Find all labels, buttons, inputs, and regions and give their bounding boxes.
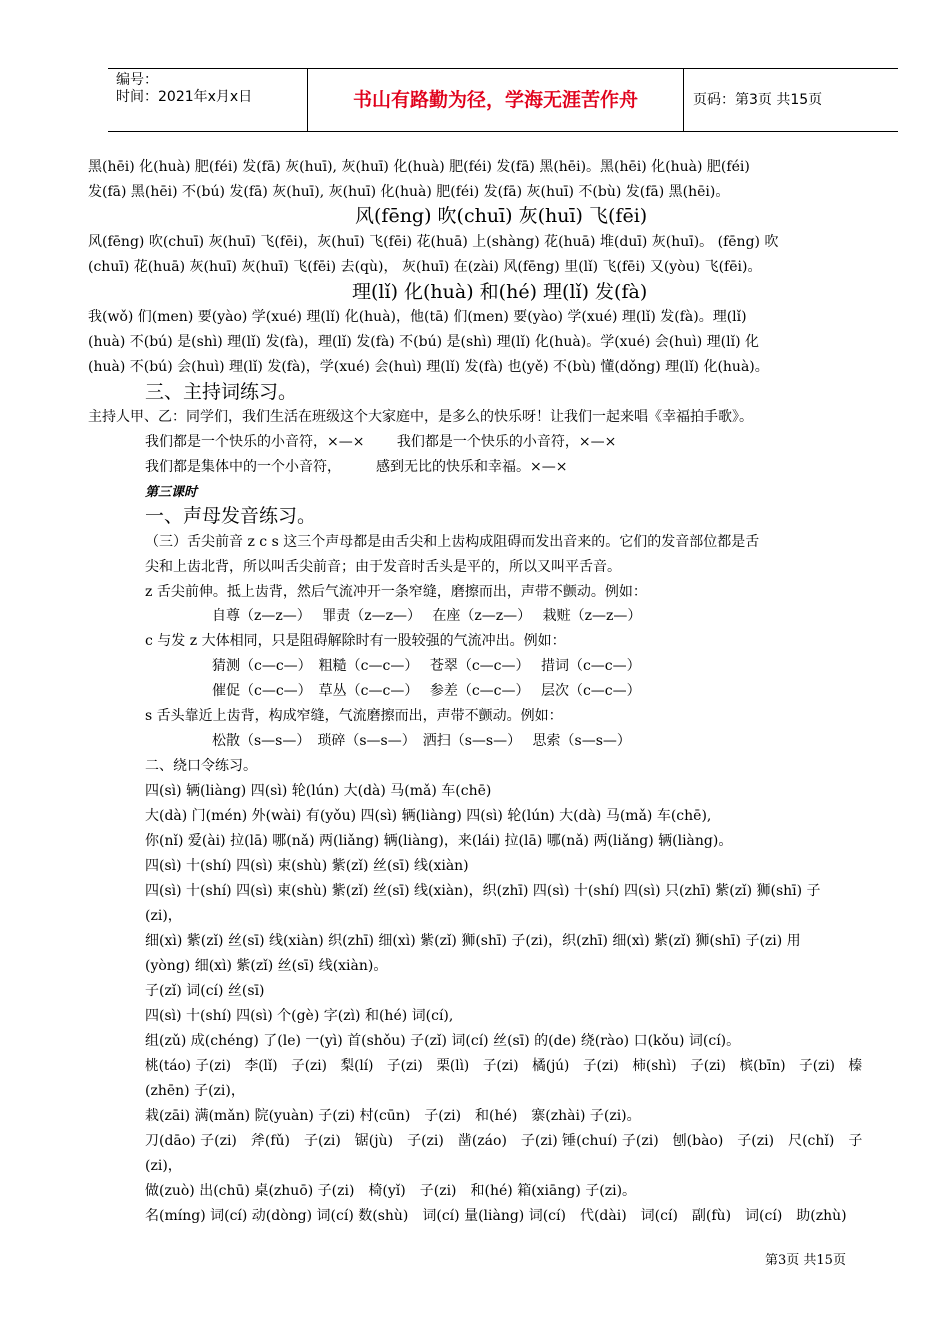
body-line: 我们都是集体中的一个小音符， 感到无比的快乐和幸福。×—× (145, 459, 568, 475)
body-line: (yòng) 细(xì) 紫(zǐ) 丝(sī) 线(xiàn)。 (145, 958, 388, 974)
body-line: 名(míng) 词(cí) 动(dòng) 词(cí) 数(shù) 词(cí) 量(liàng) 词(cí) 代(dài) 词(cí) 副(fù) 词(cí) 助(zhù) (145, 1208, 847, 1224)
body-line: 主持人甲、乙：同学们，我们生活在班级这个大家庭中，是多么的快乐呀！让我们一起来唱《幸福拍手歌》。 (88, 409, 753, 425)
section-title: 风(fēng) 吹(chuī) 灰(huī) 飞(fēi) (355, 205, 648, 227)
number-label: 编号： (116, 72, 158, 88)
header-motto: 书山有路勤为径，学海无涯苦作舟 (308, 69, 684, 131)
example-line: 猜测（c—c—） 粗糙（c—c—） 苍翠（c—c—） 措词（c—c—） (212, 658, 641, 674)
body-line: 刀(dāo) 子(zi) 斧(fǔ) 子(zi) 锯(jù) 子(zi) 凿(záo) 子(zi) 锤(chuí) 子(zi) 刨(bào) 子(zi) 尺(chǐ) 子 (145, 1133, 863, 1149)
section-heading: 二、绕口令练习。 (145, 758, 257, 774)
body-line: (zi)， (145, 1158, 182, 1174)
header-page-label: 页码：第3页 共15页 (693, 92, 823, 108)
body-line: 做(zuò) 出(chū) 桌(zhuō) 子(zi) 椅(yǐ) 子(zi) 和(hé) 箱(xiāng) 子(zi)。 (145, 1183, 637, 1199)
body-line: 四(sì) 辆(liàng) 四(sì) 轮(lún) 大(dà) 马(mǎ) 车(chē) (145, 783, 492, 799)
body-line: 我们都是一个快乐的小音符，×—× 我们都是一个快乐的小音符，×—× (145, 434, 617, 450)
body-line: 子(zǐ) 词(cí) 丝(sī) (145, 983, 265, 999)
body-line: s 舌头靠近上齿背，构成窄缝，气流磨擦而出，声带不颤动。例如： (145, 708, 563, 724)
body-line: 桃(táo) 子(zi) 李(lǐ) 子(zi) 梨(lí) 子(zi) 栗(lì) 子(zi) 橘(jú) 子(zi) 柿(shì) 子(zi) 槟(bīn) 子(zi) 榛 (145, 1058, 863, 1074)
section-heading: 一、声母发音练习。 (145, 505, 317, 527)
body-line: (zhēn) 子(zi)， (145, 1083, 245, 1099)
example-line: 催促（c—c—） 草丛（c—c—） 参差（c—c—） 层次（c—c—） (212, 683, 641, 699)
body-line: 尖和上齿北背，所以叫舌尖前音；由于发音时舌头是平的，所以又叫平舌音。 (145, 559, 621, 575)
body-line: (huà) 不(bú) 是(shì) 理(lǐ) 发(fà)，理(lǐ) 发(fà) 不(bú) 是(shì) 理(lǐ) 化(huà)。学(xué) 会(huì) 理(lǐ) 化 (88, 334, 759, 350)
body-line: 细(xì) 紫(zǐ) 丝(sī) 线(xiàn) 织(zhī) 细(xì) 紫(zǐ) 狮(shī) 子(zi)，织(zhī) 细(xì) 紫(zǐ) 狮(shī) 子(zi) 用 (145, 933, 801, 949)
body-line: 我(wǒ) 们(men) 要(yào) 学(xué) 理(lǐ) 化(huà)，他(tā) 们(men) 要(yào) 学(xué) 理(lǐ) 发(fà)。理(lǐ) (88, 309, 747, 325)
document-header (108, 68, 898, 132)
lesson-heading: 第三课时 (145, 485, 198, 500)
section-heading: 三、主持词练习。 (145, 381, 298, 403)
body-line: 大(dà) 门(mén) 外(wài) 有(yǒu) 四(sì) 辆(liàng) 四(sì) 轮(lún) 大(dà) 马(mǎ) 车(chē), (145, 808, 712, 824)
body-line: 栽(zāi) 满(mǎn) 院(yuàn) 子(zi) 村(cūn) 子(zi) 和(hé) 寨(zhài) 子(zi)。 (145, 1108, 641, 1124)
body-line: z 舌尖前伸。抵上齿背，然后气流冲开一条窄缝，磨擦而出，声带不颤动。例如： (145, 584, 647, 600)
example-line: 松散（s—s—） 琐碎（s—s—） 洒扫（s—s—） 思索（s—s—） (212, 733, 631, 749)
page-footer: 第3页 共15页 (765, 1253, 846, 1268)
body-line: 组(zǔ) 成(chéng) 了(le) 一(yì) 首(shǒu) 子(zǐ) 词(cí) 丝(sī) 的(de) 绕(rào) 口(kǒu) 词(cí)。 (145, 1033, 741, 1049)
body-line: （三）舌尖前音 z c s 这三个声母都是由舌尖和上齿构成阻碍而发出音来的。它们的发音部位都是舌 (145, 534, 760, 550)
body-line: 四(sì) 十(shí) 四(sì) 束(shù) 紫(zǐ) 丝(sī) 线(xiàn)，织(zhī) 四(sì) 十(shí) 四(sì) 只(zhī) 紫(zǐ) 狮(shī) 子 (145, 883, 821, 899)
body-line: 黑(hēi) 化(huà) 肥(féi) 发(fā) 灰(huī), 灰(huī) 化(huà) 肥(féi) 发(fā) 黑(hēi)。黑(hēi) 化(huà) 肥(féi) (88, 159, 750, 175)
body-line: (chuī) 花(huā) 灰(huī) 灰(huī) 飞(fēi) 去(qù)， 灰(huī) 在(zài) 风(fēng) 里(lǐ) 飞(fēi) 又(yòu) 飞(fēi)。 (88, 259, 762, 275)
example-line: 自尊（z—z—） 罪责（z—z—） 在座（z—z—） 栽赃（z—z—） (212, 608, 642, 624)
body-line: (huà) 不(bú) 会(huì) 理(lǐ) 发(fà)，学(xué) 会(huì) 理(lǐ) 发(fà) 也(yě) 不(bù) 懂(dǒng) 理(lǐ) 化(huà)。 (88, 359, 769, 375)
body-line: (zi)， (145, 908, 182, 924)
body-line: 四(sì) 十(shí) 四(sì) 束(shù) 紫(zǐ) 丝(sī) 线(xiàn) (145, 858, 469, 874)
body-line: c 与发 z 大体相同，只是阻碍解除时有一股较强的气流冲出。例如： (145, 633, 566, 649)
date-label: 时间：2021年x月x日 (116, 89, 253, 105)
body-line: 发(fā) 黑(hēi) 不(bú) 发(fā) 灰(huī), 灰(huī) 化(huà) 肥(féi) 发(fā) 灰(huī) 不(bù) 发(fā) 黑(hēi)。 (88, 184, 730, 200)
section-title: 理(lǐ) 化(huà) 和(hé) 理(lǐ) 发(fà) (352, 281, 648, 303)
body-line: 你(nǐ) 爱(ài) 拉(lā) 哪(nǎ) 两(liǎng) 辆(liàng)，来(lái) 拉(lā) 哪(nǎ) 两(liǎng) 辆(liàng)。 (145, 833, 733, 849)
header-meta (108, 69, 308, 131)
body-line: 四(sì) 十(shí) 四(sì) 个(gè) 字(zì) 和(hé) 词(cí), (145, 1008, 454, 1024)
body-line: 风(fēng) 吹(chuī) 灰(huī) 飞(fēi)，灰(huī) 飞(fēi) 花(huā) 上(shàng) 花(huā) 堆(duī) 灰(huī)。 (fēng) 吹 (88, 234, 779, 250)
